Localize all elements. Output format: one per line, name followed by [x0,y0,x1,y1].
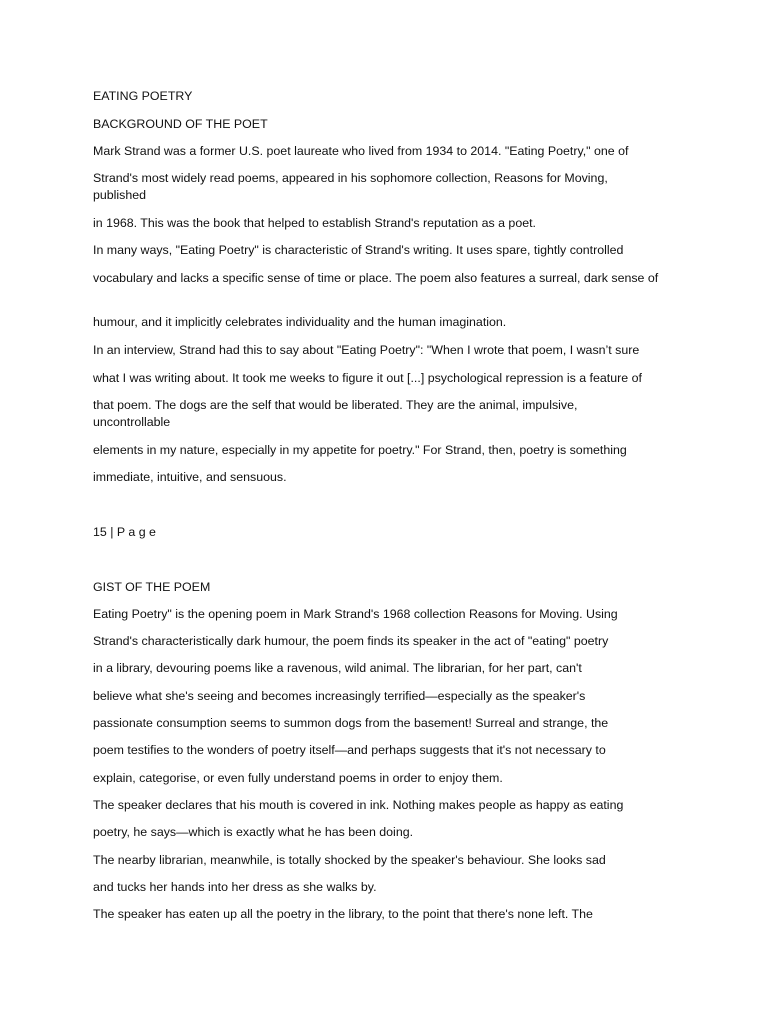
paragraph-line: passionate consumption seems to summon dogs from the basement! Surreal and strange, the [93,716,609,730]
paragraph-line: poetry, he says—which is exactly what he has been doing. [93,825,414,839]
paragraph-line: Strand's most widely read poems, appeared in his sophomore collection, Reasons for Moving, published [93,171,608,202]
paragraph-line: that poem. The dogs are the self that would be liberated. They are the animal, impulsive, uncontrollable [93,398,578,429]
paragraph-line: The speaker declares that his mouth is covered in ink. Nothing makes people as happy as eating [93,798,624,812]
background-heading: BACKGROUND OF THE POET [93,117,268,131]
paragraph-line: in a library, devouring poems like a ravenous, wild animal. The librarian, for her part, can't [93,661,582,675]
paragraph-line: what I was writing about. It took me weeks to figure it out [...] psychological repression is a feature of [93,371,642,385]
document-title: EATING POETRY [93,89,193,103]
gist-heading: GIST OF THE POEM [93,580,211,594]
paragraph-line: In many ways, "Eating Poetry" is characteristic of Strand's writing. It uses spare, tightly controlled [93,243,624,257]
paragraph-line: The speaker has eaten up all the poetry in the library, to the point that there's none left. The [93,907,593,921]
paragraph-line: The nearby librarian, meanwhile, is totally shocked by the speaker's behaviour. She looks sad [93,853,606,867]
paragraph-line: Strand's characteristically dark humour, the poem finds its speaker in the act of "eating" poetry [93,634,609,648]
paragraph-line: explain, categorise, or even fully understand poems in order to enjoy them. [93,771,503,785]
paragraph-line: elements in my nature, especially in my appetite for poetry." For Strand, then, poetry is something [93,443,627,457]
page-number: 15 | P a g e [93,525,156,539]
paragraph-line: humour, and it implicitly celebrates individuality and the human imagination. [93,315,507,329]
paragraph-line: In an interview, Strand had this to say about "Eating Poetry": "When I wrote that poem, I wasn’t sure [93,343,640,357]
paragraph-line: and tucks her hands into her dress as she walks by. [93,880,377,894]
paragraph-line: Eating Poetry" is the opening poem in Mark Strand's 1968 collection Reasons for Moving. Using [93,607,618,621]
paragraph-line: believe what she's seeing and becomes increasingly terrified—especially as the speaker's [93,689,586,703]
paragraph-line: in 1968. This was the book that helped to establish Strand's reputation as a poet. [93,216,536,230]
paragraph-line: immediate, intuitive, and sensuous. [93,470,287,484]
paragraph-line: vocabulary and lacks a specific sense of time or place. The poem also features a surreal, dark sense of [93,271,659,285]
paragraph-line: poem testifies to the wonders of poetry itself—and perhaps suggests that it's not necessary to [93,743,606,757]
paragraph-line: Mark Strand was a former U.S. poet laureate who lived from 1934 to 2014. "Eating Poetry," one of [93,144,629,158]
